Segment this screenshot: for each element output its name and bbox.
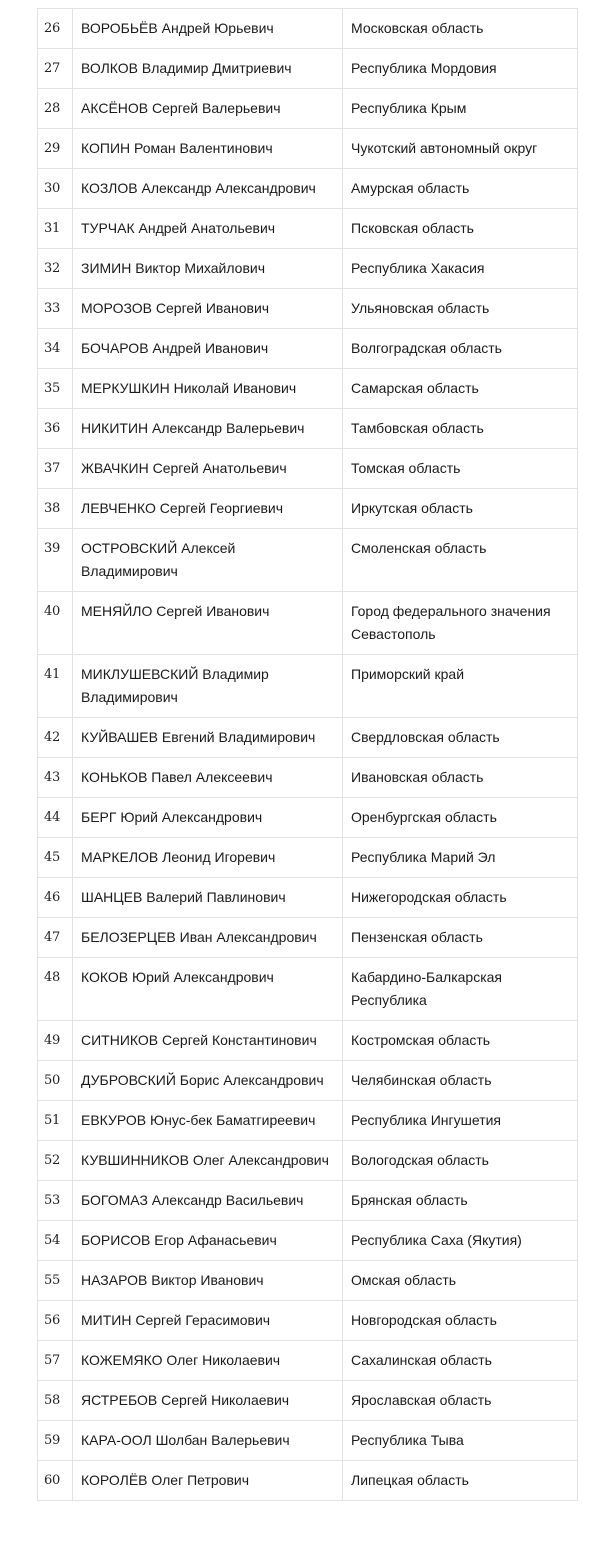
row-number-cell: 50 bbox=[38, 1061, 73, 1101]
person-name-cell: КОКОВ Юрий Александрович bbox=[73, 958, 343, 1021]
table-row bbox=[38, 1061, 578, 1101]
table-row bbox=[38, 1261, 578, 1301]
person-name-cell: БОРИСОВ Егор Афанасьевич bbox=[73, 1221, 343, 1261]
region-cell: Республика Саха (Якутия) bbox=[343, 1221, 578, 1261]
person-name-cell: КОНЬКОВ Павел Алексеевич bbox=[73, 758, 343, 798]
region-cell: Самарская область bbox=[343, 369, 578, 409]
row-number-cell: 39 bbox=[38, 529, 73, 592]
table-row bbox=[38, 1021, 578, 1061]
person-name-cell: ВОРОБЬЁВ Андрей Юрьевич bbox=[73, 9, 343, 49]
region-cell: Оренбургская область bbox=[343, 798, 578, 838]
row-number-cell: 42 bbox=[38, 718, 73, 758]
person-name-cell: ЗИМИН Виктор Михайлович bbox=[73, 249, 343, 289]
person-name-cell: ШАНЦЕВ Валерий Павлинович bbox=[73, 878, 343, 918]
row-number-cell: 48 bbox=[38, 958, 73, 1021]
table-row bbox=[38, 1421, 578, 1461]
row-number-cell: 27 bbox=[38, 49, 73, 89]
person-name-cell: ТУРЧАК Андрей Анатольевич bbox=[73, 209, 343, 249]
person-name-cell: НАЗАРОВ Виктор Иванович bbox=[73, 1261, 343, 1301]
table-row bbox=[38, 169, 578, 209]
governors-table-container bbox=[37, 8, 577, 1501]
table-row bbox=[38, 958, 578, 1021]
table-row bbox=[38, 409, 578, 449]
row-number-cell: 44 bbox=[38, 798, 73, 838]
table-row bbox=[38, 1141, 578, 1181]
region-cell: Республика Хакасия bbox=[343, 249, 578, 289]
region-cell: Ивановская область bbox=[343, 758, 578, 798]
person-name-cell: КУЙВАШЕВ Евгений Владимирович bbox=[73, 718, 343, 758]
row-number-cell: 33 bbox=[38, 289, 73, 329]
row-number-cell: 59 bbox=[38, 1421, 73, 1461]
table-row bbox=[38, 758, 578, 798]
table-row bbox=[38, 9, 578, 49]
person-name-cell: ЛЕВЧЕНКО Сергей Георгиевич bbox=[73, 489, 343, 529]
region-cell: Ульяновская область bbox=[343, 289, 578, 329]
table-row bbox=[38, 592, 578, 655]
table-row bbox=[38, 1221, 578, 1261]
person-name-cell: ЕВКУРОВ Юнус-бек Баматгиреевич bbox=[73, 1101, 343, 1141]
row-number-cell: 38 bbox=[38, 489, 73, 529]
table-row bbox=[38, 1341, 578, 1381]
region-cell: Сахалинская область bbox=[343, 1341, 578, 1381]
region-cell: Брянская область bbox=[343, 1181, 578, 1221]
region-cell: Московская область bbox=[343, 9, 578, 49]
row-number-cell: 30 bbox=[38, 169, 73, 209]
row-number-cell: 28 bbox=[38, 89, 73, 129]
table-row bbox=[38, 529, 578, 592]
person-name-cell: КОПИН Роман Валентинович bbox=[73, 129, 343, 169]
person-name-cell: НИКИТИН Александр Валерьевич bbox=[73, 409, 343, 449]
person-name-cell: МЕНЯЙЛО Сергей Иванович bbox=[73, 592, 343, 655]
person-name-cell: КОРОЛЁВ Олег Петрович bbox=[73, 1461, 343, 1501]
table-row bbox=[38, 1301, 578, 1341]
region-cell: Томская область bbox=[343, 449, 578, 489]
person-name-cell: ОСТРОВСКИЙ Алексей Владимирович bbox=[73, 529, 343, 592]
region-cell: Липецкая область bbox=[343, 1461, 578, 1501]
table-row bbox=[38, 655, 578, 718]
person-name-cell: МЕРКУШКИН Николай Иванович bbox=[73, 369, 343, 409]
person-name-cell: КАРА-ООЛ Шолбан Валерьевич bbox=[73, 1421, 343, 1461]
row-number-cell: 58 bbox=[38, 1381, 73, 1421]
person-name-cell: АКСЁНОВ Сергей Валерьевич bbox=[73, 89, 343, 129]
region-cell: Вологодская область bbox=[343, 1141, 578, 1181]
row-number-cell: 54 bbox=[38, 1221, 73, 1261]
table-row bbox=[38, 49, 578, 89]
region-cell: Свердловская область bbox=[343, 718, 578, 758]
table-row bbox=[38, 1101, 578, 1141]
region-cell: Новгородская область bbox=[343, 1301, 578, 1341]
row-number-cell: 56 bbox=[38, 1301, 73, 1341]
person-name-cell: МОРОЗОВ Сергей Иванович bbox=[73, 289, 343, 329]
region-cell: Республика Марий Эл bbox=[343, 838, 578, 878]
row-number-cell: 55 bbox=[38, 1261, 73, 1301]
person-name-cell: БЕРГ Юрий Александрович bbox=[73, 798, 343, 838]
person-name-cell: ЯСТРЕБОВ Сергей Николаевич bbox=[73, 1381, 343, 1421]
table-row bbox=[38, 489, 578, 529]
person-name-cell: БЕЛОЗЕРЦЕВ Иван Александрович bbox=[73, 918, 343, 958]
person-name-cell: МИТИН Сергей Герасимович bbox=[73, 1301, 343, 1341]
row-number-cell: 41 bbox=[38, 655, 73, 718]
row-number-cell: 45 bbox=[38, 838, 73, 878]
row-number-cell: 53 bbox=[38, 1181, 73, 1221]
region-cell: Челябинская область bbox=[343, 1061, 578, 1101]
row-number-cell: 60 bbox=[38, 1461, 73, 1501]
person-name-cell: КОЖЕМЯКО Олег Николаевич bbox=[73, 1341, 343, 1381]
region-cell: Смоленская область bbox=[343, 529, 578, 592]
row-number-cell: 43 bbox=[38, 758, 73, 798]
row-number-cell: 31 bbox=[38, 209, 73, 249]
person-name-cell: МАРКЕЛОВ Леонид Игоревич bbox=[73, 838, 343, 878]
region-cell: Амурская область bbox=[343, 169, 578, 209]
person-name-cell: ВОЛКОВ Владимир Дмитриевич bbox=[73, 49, 343, 89]
region-cell: Приморский край bbox=[343, 655, 578, 718]
person-name-cell: КУВШИННИКОВ Олег Александрович bbox=[73, 1141, 343, 1181]
row-number-cell: 57 bbox=[38, 1341, 73, 1381]
table-row bbox=[38, 918, 578, 958]
table-row bbox=[38, 449, 578, 489]
table-row bbox=[38, 718, 578, 758]
table-row bbox=[38, 878, 578, 918]
table-row bbox=[38, 249, 578, 289]
table-row bbox=[38, 89, 578, 129]
person-name-cell: БОГОМАЗ Александр Васильевич bbox=[73, 1181, 343, 1221]
table-row bbox=[38, 1381, 578, 1421]
table-row bbox=[38, 369, 578, 409]
row-number-cell: 35 bbox=[38, 369, 73, 409]
row-number-cell: 37 bbox=[38, 449, 73, 489]
person-name-cell: ЖВАЧКИН Сергей Анатольевич bbox=[73, 449, 343, 489]
table-row bbox=[38, 289, 578, 329]
region-cell: Нижегородская область bbox=[343, 878, 578, 918]
person-name-cell: БОЧАРОВ Андрей Иванович bbox=[73, 329, 343, 369]
table-row bbox=[38, 209, 578, 249]
row-number-cell: 40 bbox=[38, 592, 73, 655]
person-name-cell: МИКЛУШЕВСКИЙ Владимир Владимирович bbox=[73, 655, 343, 718]
governors-table bbox=[37, 8, 578, 1501]
row-number-cell: 36 bbox=[38, 409, 73, 449]
region-cell: Омская область bbox=[343, 1261, 578, 1301]
person-name-cell: КОЗЛОВ Александр Александрович bbox=[73, 169, 343, 209]
table-row bbox=[38, 329, 578, 369]
row-number-cell: 49 bbox=[38, 1021, 73, 1061]
row-number-cell: 47 bbox=[38, 918, 73, 958]
table-row bbox=[38, 1181, 578, 1221]
region-cell: Город федерального значения Севастополь bbox=[343, 592, 578, 655]
row-number-cell: 34 bbox=[38, 329, 73, 369]
row-number-cell: 29 bbox=[38, 129, 73, 169]
person-name-cell: ДУБРОВСКИЙ Борис Александрович bbox=[73, 1061, 343, 1101]
region-cell: Чукотский автономный округ bbox=[343, 129, 578, 169]
region-cell: Кабардино-Балкарская Республика bbox=[343, 958, 578, 1021]
row-number-cell: 26 bbox=[38, 9, 73, 49]
table-row bbox=[38, 838, 578, 878]
region-cell: Тамбовская область bbox=[343, 409, 578, 449]
region-cell: Ярославская область bbox=[343, 1381, 578, 1421]
region-cell: Псковская область bbox=[343, 209, 578, 249]
region-cell: Республика Ингушетия bbox=[343, 1101, 578, 1141]
region-cell: Пензенская область bbox=[343, 918, 578, 958]
person-name-cell: СИТНИКОВ Сергей Константинович bbox=[73, 1021, 343, 1061]
region-cell: Иркутская область bbox=[343, 489, 578, 529]
table-row bbox=[38, 798, 578, 838]
row-number-cell: 46 bbox=[38, 878, 73, 918]
row-number-cell: 32 bbox=[38, 249, 73, 289]
region-cell: Республика Тыва bbox=[343, 1421, 578, 1461]
table-row bbox=[38, 1461, 578, 1501]
table-row bbox=[38, 129, 578, 169]
region-cell: Волгоградская область bbox=[343, 329, 578, 369]
region-cell: Республика Мордовия bbox=[343, 49, 578, 89]
region-cell: Костромская область bbox=[343, 1021, 578, 1061]
row-number-cell: 52 bbox=[38, 1141, 73, 1181]
row-number-cell: 51 bbox=[38, 1101, 73, 1141]
table-body bbox=[38, 9, 578, 1501]
region-cell: Республика Крым bbox=[343, 89, 578, 129]
